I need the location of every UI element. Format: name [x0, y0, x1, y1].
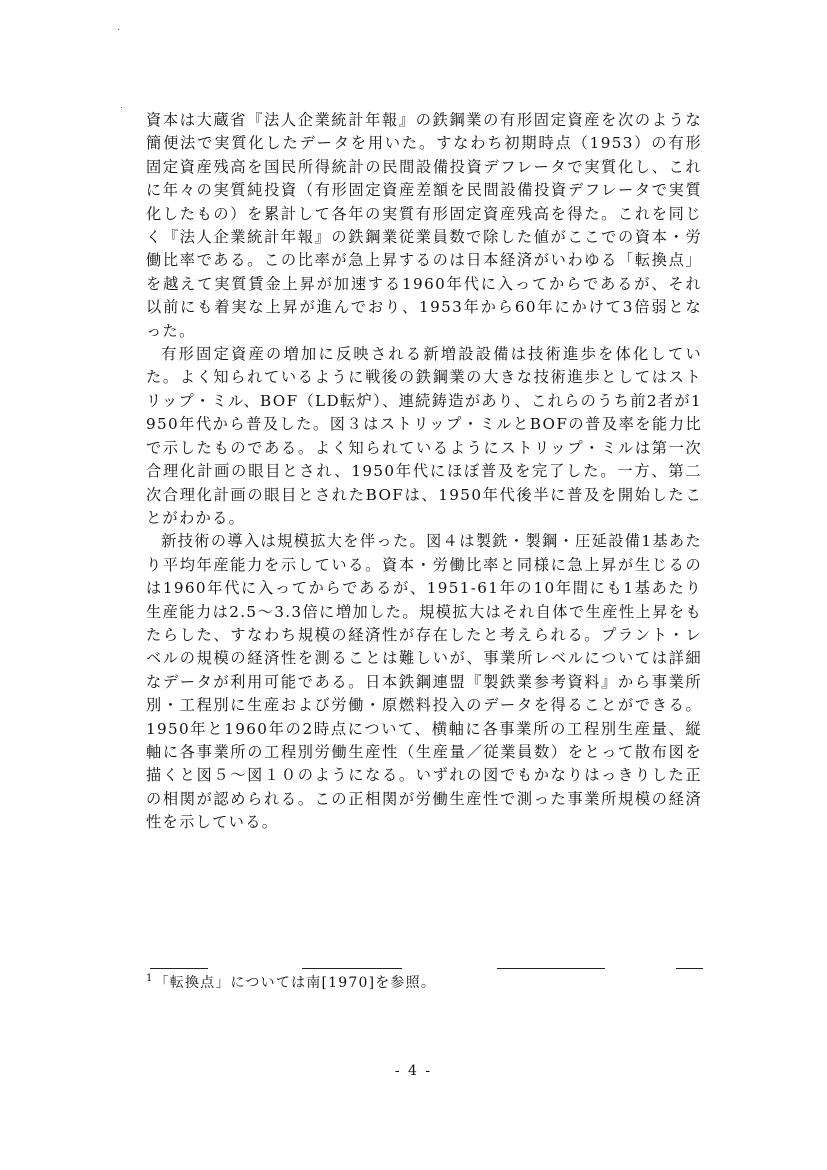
footnote-text: 「転換点」については南[1970]を参照。 — [154, 975, 437, 991]
paragraph — [146, 109, 702, 343]
footnote-separator — [497, 968, 605, 969]
paragraph — [146, 530, 702, 834]
paragraph — [146, 343, 702, 530]
footnote-separator — [302, 968, 402, 969]
page-number: - 4 - — [394, 1063, 433, 1079]
footnote — [146, 972, 436, 992]
scan-speck — [118, 29, 119, 30]
paragraph-text: 資本は大蔵省『法人企業統計年報』の鉄鋼業の有形固定資産を次のような簡便法で実質化したデータを用いた。すなわち初期時点（1953）の有形固定資産残高を国民所得統計の民間設備投資デフレータで実質化し、これに年々の実質純投資（有形固定資産差額を民間設備投資デフレータで実質化したもの）を累計して各年の実質有形固定資産残高を得た。これを同じく『法人企業統計年報』の鉄鋼業従業員数で除した値がここでの資本・労働比率である。この比率が急上昇するのは日本経済がいわゆる「転換点」を越えて実質賃金上昇が加速する1960年代に入ってからであるが、それ以前にも着実な上昇が進んでおり、1953年から60年にかけて3倍弱となった。 — [146, 111, 702, 340]
footnote-separator — [150, 968, 208, 969]
scan-speck — [121, 107, 122, 108]
footnote-marker: 1 — [146, 973, 154, 985]
body-text — [146, 109, 702, 835]
paragraph-text: 有形固定資産の増加に反映される新増設設備は技術進歩を体化していた。よく知られているように戦後の鉄鋼業の大きな技術進歩としてはストリップ・ミル、BOF（LD転炉）、連続鋳造があり、これらのうち前2者が1950年代から普及した。図３はストリップ・ミルとBOFの普及率を能力比で示したものである。よく知られているようにストリップ・ミルは第一次合理化計画の眼目とされ、1950年代にほぼ普及を完了した。一方、第二次合理化計画の眼目とされたBOFは、1950年代後半に普及を開始したことがわかる。 — [146, 345, 702, 527]
footnote-separator — [676, 968, 703, 969]
paragraph-text: 新技術の導入は規模拡大を伴った。図４は製銑・製鋼・圧延設備1基あたり平均年産能力を示している。資本・労働比率と同様に急上昇が生じるのは1960年代に入ってからであるが、1951-61年の10年間にも1基あたり生産能力は2.5～3.3倍に増加した。規模拡大はそれ自体で生産性上昇をもたらした、すなわち規模の経済性が存在したと考えられる。プラント・レベルの規模の経済性を測ることは難しいが、事業所レベルについては詳細なデータが利用可能である。日本鉄鋼連盟『製鉄業参考資料』から事業所別・工程別に生産および労働・原燃料投入のデータを得ることができる。1950年と1960年の2時点について、横軸に各事業所の工程別生産量、縦軸に各事業所の工程別労働生産性（生産量／従業員数）をとって散布図を描くと図５～図１０のようになる。いずれの図でもかなりはっきりした正の相関が認められる。この正相関が労働生産性で測った事業所規模の経済性を示している。 — [146, 532, 702, 832]
